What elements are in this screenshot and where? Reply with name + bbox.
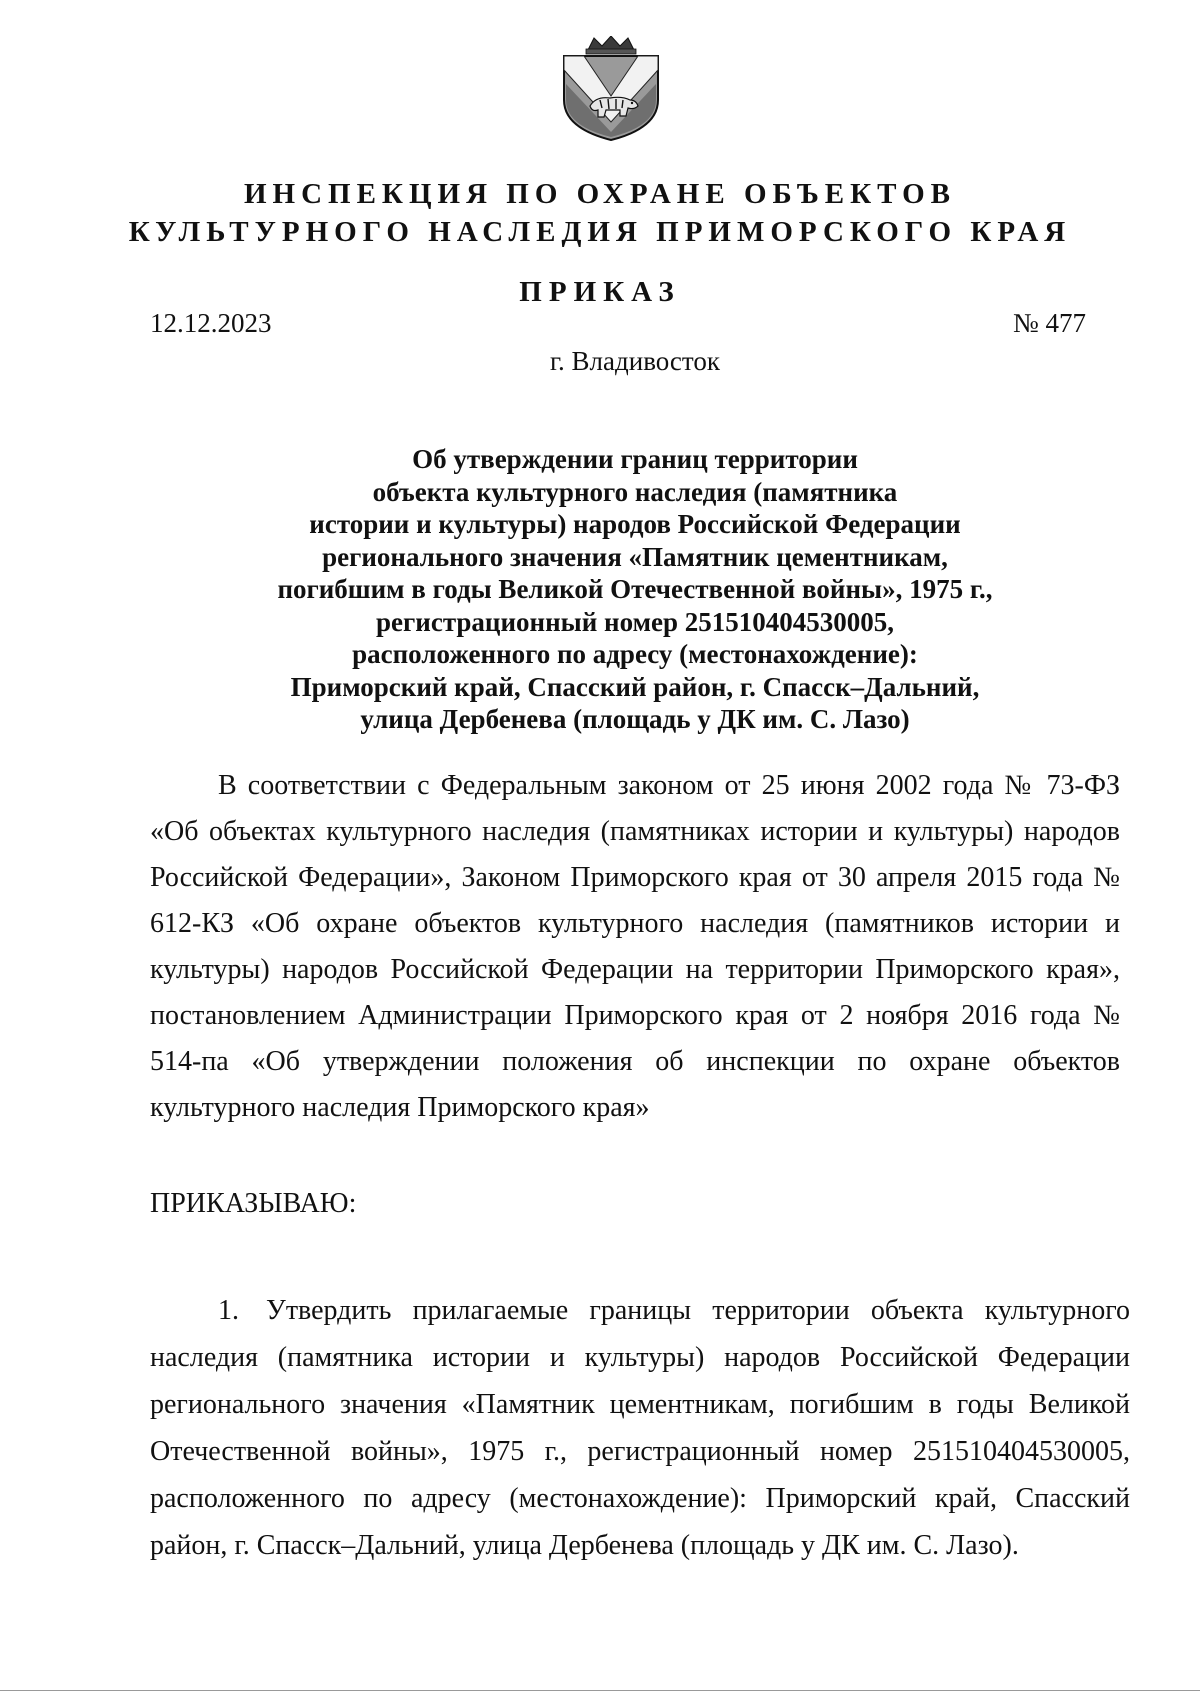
title-line: регистрационный номер 251510404530005,: [376, 606, 894, 637]
coat-of-arms-primorsky-icon: [560, 36, 662, 142]
title-line: регионального значения «Памятник цементникам,: [322, 541, 948, 572]
order-item: [150, 1287, 1130, 1569]
document-date: 12.12.2023: [150, 308, 272, 338]
document-title: [250, 443, 1020, 736]
title-line: улица Дербенева (площадь у ДК им. С. Лазо): [360, 704, 910, 734]
title-line: Приморский край, Спасский район, г. Спасск–Дальний,: [290, 671, 980, 702]
order-item-text: Утвердить прилагаемые границы территории объекта культурного наследия (памятника истории и культуры) народов Российской Федерации регионального значения «Памятник цементникам, погибшим в годы Великой Отечественной войны», 1975 г., регистрационный номер 251510404530005, расположенного по адресу (местонахождение): Приморский край, Спасский район, г. Спасск–Дальний, улица Дербенева (площадь у ДК им. С. Лазо).: [150, 1295, 1130, 1561]
order-word: ПРИКАЗЫВАЮ:: [150, 1188, 357, 1219]
page-bottom-divider: [0, 1690, 1200, 1691]
org-name-line-2: КУЛЬТУРНОГО НАСЛЕДИЯ ПРИМОРСКОГО КРАЯ: [128, 216, 1072, 248]
legal-basis-paragraph: В соответствии с Федеральным законом от 25 июня 2002 года № 73-ФЗ «Об объектах культурного наследия (памятниках истории и культуры) народов Российской Федерации», Законом Приморского края от 30 апреля 2015 года № 612-КЗ «Об охране объектов культурного наследия (памятников истории и культуры) народов Российской Федерации на территории Приморского края», постановлением Администрации Приморского края от 2 ноября 2016 года № 514-па «Об утверждении положения об инспекции по охране объектов культурного наследия Приморского края»: [150, 770, 1120, 1123]
title-line: Об утверждении границ территории: [412, 444, 858, 474]
title-line: истории и культуры) народов Российской Федерации: [309, 509, 961, 539]
document-number: № 477: [1012, 308, 1086, 338]
document-city: г. Владивосток: [550, 346, 720, 376]
org-name-line-1: ИНСПЕКЦИЯ ПО ОХРАНЕ ОБЪЕКТОВ: [243, 178, 957, 210]
title-line: погибшим в годы Великой Отечественной войны», 1975 г.,: [277, 574, 993, 604]
title-line: объекта культурного наследия (памятника: [372, 476, 898, 507]
document-type-heading: ПРИКАЗ: [519, 276, 681, 308]
order-item-number: 1.: [218, 1295, 239, 1326]
title-line: расположенного по адресу (местонахождение):: [352, 639, 918, 669]
